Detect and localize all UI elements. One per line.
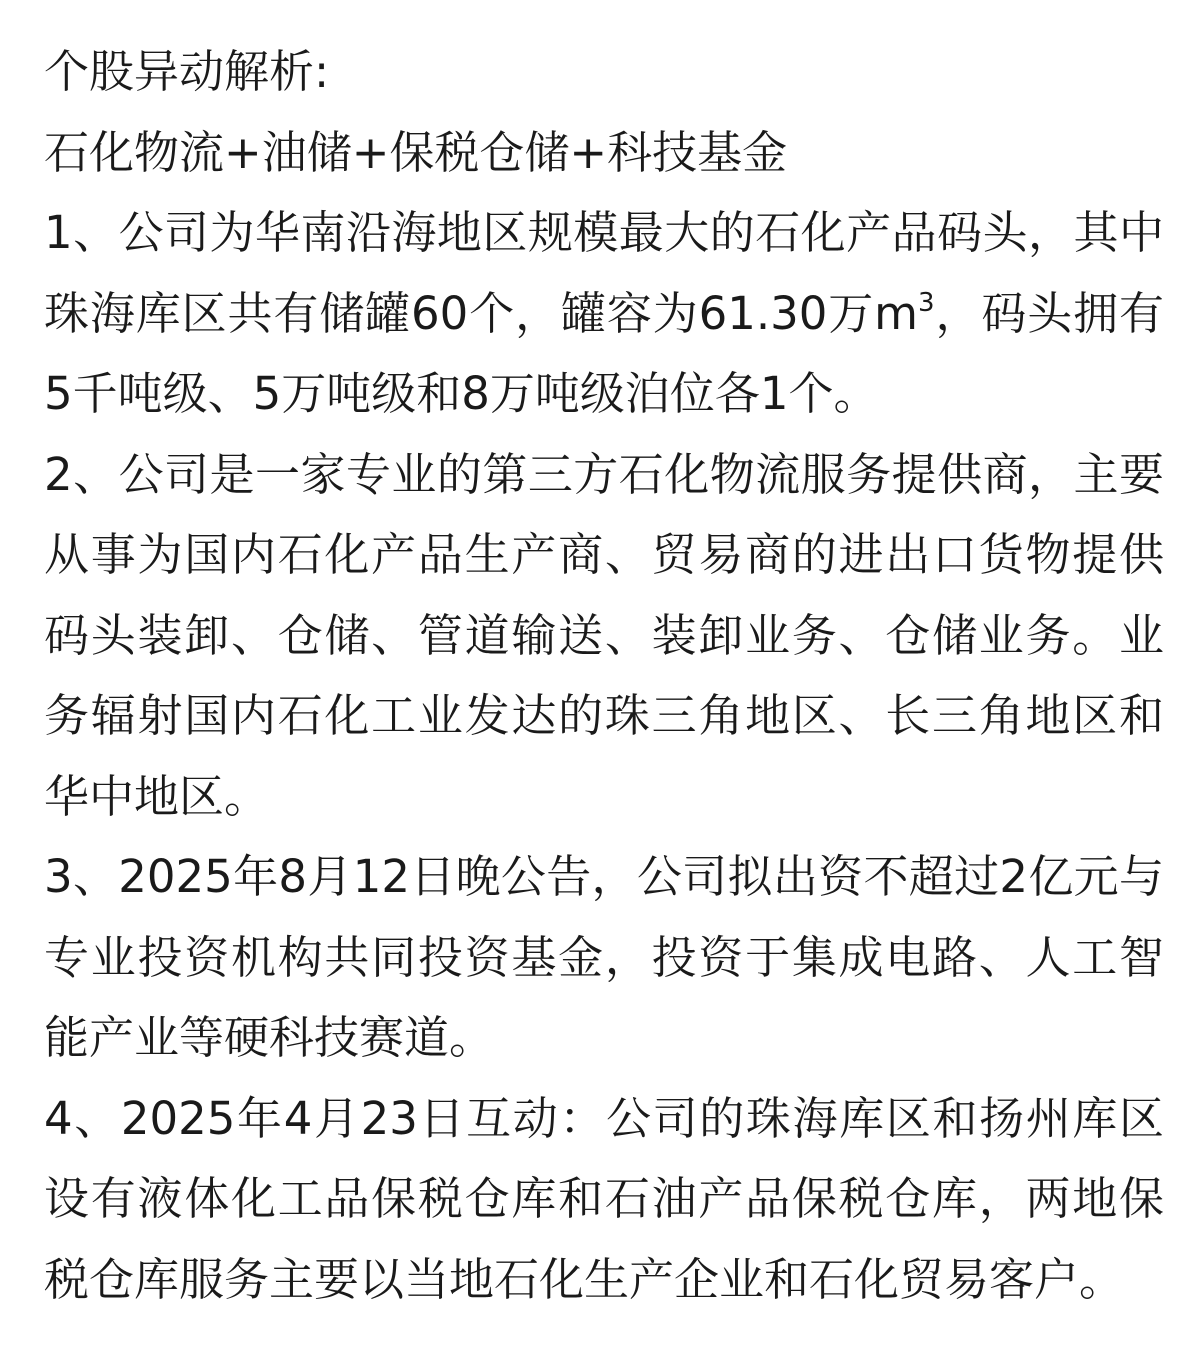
document-body bbox=[44, 32, 1164, 1320]
point-1-text-end: ，码头拥有5千吨级、5万吨级和8万吨级泊位各1个。 bbox=[44, 286, 1164, 420]
heading: 个股异动解析: bbox=[44, 45, 330, 98]
point-1-text: 1、公司为华南沿海地区规模最大的石化产品码头，其中珠海库区共有储罐60个，罐容为61.30万m bbox=[44, 206, 1164, 340]
point-3: 3、2025年8月12日晚公告，公司拟出资不超过2亿元与专业投资机构共同投资基金，投资于集成电路、人工智能产业等硬科技赛道。 bbox=[44, 850, 1164, 1064]
superscript-3: 3 bbox=[918, 287, 935, 318]
point-2: 2、公司是一家专业的第三方石化物流服务提供商，主要从事为国内石化产品生产商、贸易商的进出口货物提供码头装卸、仓储、管道输送、装卸业务、仓储业务。业务辐射国内石化工业发达的珠三角地区、长三角地区和华中地区。 bbox=[44, 447, 1164, 823]
point-4: 4、2025年4月23日互动：公司的珠海库区和扬州库区设有液体化工品保税仓库和石油产品保税仓库，两地保税仓库服务主要以当地石化生产企业和石化贸易客户。 bbox=[44, 1091, 1164, 1306]
subheading: 石化物流+油储+保税仓储+科技基金 bbox=[44, 125, 788, 179]
point-1 bbox=[44, 193, 1164, 435]
